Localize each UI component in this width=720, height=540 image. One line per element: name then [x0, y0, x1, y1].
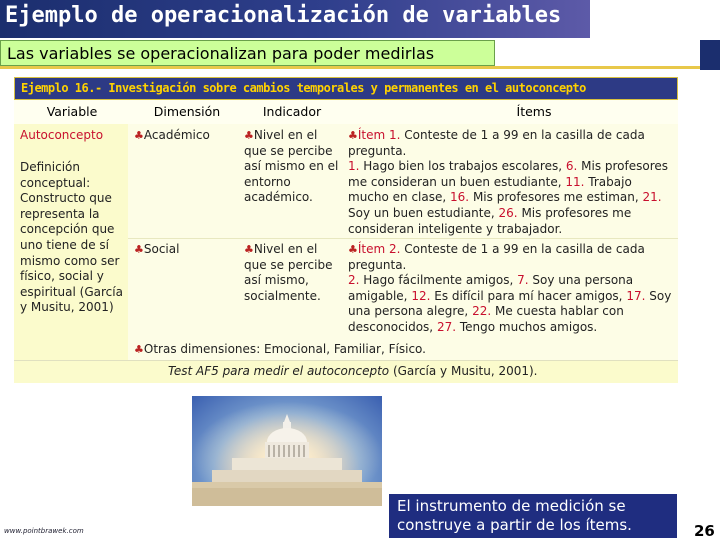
callout-box: [389, 494, 677, 538]
item-number: 2.: [348, 273, 360, 288]
item-text: Es difícil para mí hacer amigos,: [434, 288, 623, 303]
capitol-illustration: [192, 396, 382, 506]
indicator-cell-academico: [244, 128, 340, 206]
divider-line: [0, 66, 720, 69]
title-bar: [0, 0, 590, 38]
indicator-text: Nivel en el que se percibe así mismo, socialmente.: [244, 242, 333, 303]
item-number: 7.: [517, 273, 529, 288]
item-text: Trabajo mucho en clase,: [348, 174, 632, 205]
item-text: Tengo muchos amigos.: [459, 319, 598, 334]
item-number: 17.: [626, 288, 646, 303]
table-caption: Ejemplo 16.- Investigación sobre cambios temporales y permanentes en el autoconcepto: [21, 81, 586, 95]
dingbat-bullet-icon: ♣: [134, 129, 144, 142]
item-number: 12.: [411, 288, 431, 303]
table-footnote: [168, 364, 538, 378]
footnote-test-name: Test AF5 para medir el autoconcepto: [168, 364, 390, 378]
dimension-label: Académico: [143, 128, 210, 142]
header-variable: Variable: [46, 104, 98, 119]
item-text: Hago bien los trabajos escolares,: [363, 159, 563, 174]
header-indicator: Indicador: [262, 104, 322, 119]
item-text: Soy un buen estudiante,: [348, 205, 495, 220]
other-dimensions-label: Otras dimensiones: [143, 342, 257, 356]
dingbat-bullet-icon: ♣: [348, 243, 358, 256]
indicator-cell-social: [244, 242, 340, 304]
item-number: 6.: [565, 159, 578, 174]
header-items: Ítems: [516, 104, 552, 119]
item-instruction: Conteste de 1 a 99 en la casilla de cada pregunta.: [348, 242, 645, 272]
item-text: Mis profesores me consideran un buen estudiante,: [348, 159, 669, 189]
corner-accent: [700, 40, 720, 70]
table-caption-bar: [14, 77, 678, 100]
other-dimensions-value: : Emocional, Familiar, Físico.: [256, 342, 426, 356]
indicator-text: Nivel en el que se percibe así mismo en el entorno académico.: [244, 128, 339, 205]
table-header-row: [14, 100, 678, 125]
item-text: Soy una persona alegre,: [348, 288, 672, 319]
item-instruction: Conteste de 1 a 99 en la casilla de cada pregunta.: [348, 128, 645, 158]
item-number: 22.: [472, 304, 492, 319]
item-number: 21.: [642, 190, 662, 205]
other-dimensions: [134, 342, 674, 358]
subtitle-box: [0, 40, 495, 66]
item-number: 16.: [450, 190, 470, 205]
footnote-reference: (García y Musitu, 2001).: [389, 364, 538, 378]
variable-definition: Definición conceptual: Constructo que representa la concepción que uno tiene de sí mismo como ser físico, social y espiritual (García y Musitu, 2001): [20, 160, 123, 315]
variable-name-cell: [20, 128, 126, 144]
dingbat-bullet-icon: ♣: [244, 243, 254, 256]
items-cell-social: [348, 242, 676, 336]
item-label: Ítem 2.: [357, 242, 401, 256]
item-text: Me cuesta hablar con desconocidos,: [348, 304, 624, 334]
item-text: Mis profesores me estiman,: [472, 190, 639, 205]
page-title: Ejemplo de operacionalización de variables: [5, 3, 562, 28]
dingbat-bullet-icon: ♣: [244, 129, 254, 142]
dingbat-bullet-icon: ♣: [134, 343, 144, 356]
page-number: 26: [694, 522, 715, 540]
footer-url: www.pointbrawek.com: [4, 527, 84, 535]
item-number: 27.: [436, 319, 457, 334]
capitol-photo: [192, 396, 382, 506]
item-number: 11.: [565, 174, 585, 189]
row-separator: [128, 238, 678, 239]
item-number: 26.: [498, 205, 518, 220]
subtitle: Las variables se operacionalizan para poder medirlas: [7, 44, 435, 63]
item-label: Ítem 1.: [357, 128, 401, 142]
dimension-cell-social: [134, 242, 236, 258]
item-text: Mis profesores me consideran inteligente y trabajador.: [348, 205, 632, 236]
header-dimension: Dimensión: [153, 104, 221, 119]
dimension-label: Social: [143, 242, 180, 256]
dingbat-bullet-icon: ♣: [134, 243, 144, 256]
dimension-cell-academico: [134, 128, 236, 144]
dingbat-bullet-icon: ♣: [348, 129, 358, 142]
callout-text: El instrumento de medición se construye a partir de los ítems.: [397, 497, 632, 534]
variable-name: Autoconcepto: [20, 128, 104, 142]
items-cell-academico: [348, 128, 676, 237]
item-text: Soy una persona amigable,: [348, 273, 634, 303]
table-footnote-row: [14, 360, 678, 383]
item-text: Hago fácilmente amigos,: [363, 273, 514, 288]
item-number: 1.: [348, 159, 360, 174]
